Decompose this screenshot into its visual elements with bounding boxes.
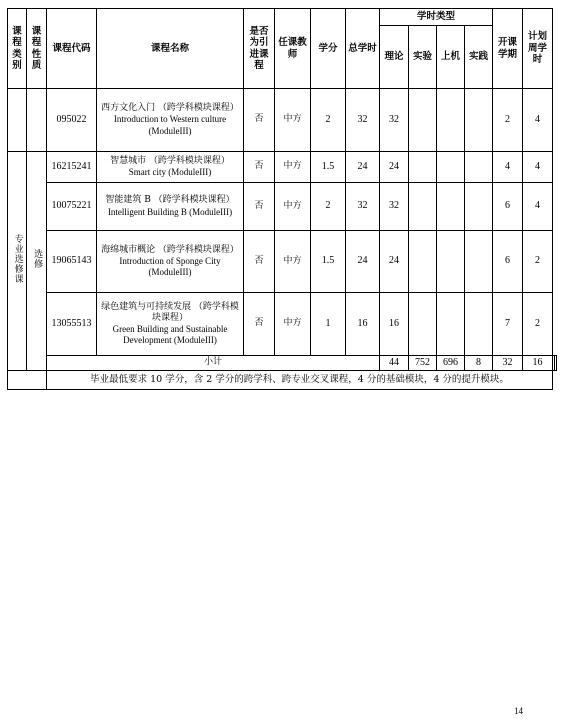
experiment-hours <box>409 183 437 231</box>
theory-hours: 32 <box>380 183 409 231</box>
credits: 1 <box>311 293 346 356</box>
cross-flag: 否 <box>244 231 275 293</box>
theory-hours: 16 <box>380 293 409 356</box>
header-teacher: 任课教师 <box>275 9 311 89</box>
weekly-hours: 2 <box>523 231 553 293</box>
teacher: 中方 <box>275 183 311 231</box>
course-code: 095022 <box>47 89 97 152</box>
practice-hours <box>465 293 493 356</box>
experiment-hours <box>409 231 437 293</box>
computer-hours <box>437 152 465 183</box>
total-hours: 32 <box>346 89 380 152</box>
course-name-en: Green Building and Sustainable Development (ModuleIII) <box>112 324 228 346</box>
course-name-en: Smart city (ModuleIII) <box>128 167 212 177</box>
subtotal-total-hours: 752 <box>409 356 437 371</box>
weekly-hours: 4 <box>523 183 553 231</box>
note-left-empty <box>8 371 47 390</box>
computer-hours <box>437 231 465 293</box>
semester: 4 <box>493 152 523 183</box>
teacher: 中方 <box>275 89 311 152</box>
nature-cell <box>27 152 47 371</box>
weekly-hours: 4 <box>523 152 553 183</box>
table-row <box>8 183 557 231</box>
table-row <box>8 293 557 356</box>
course-name-zh: 西方文化入门 （跨学科模块课程） <box>101 103 239 114</box>
semester: 7 <box>493 293 523 356</box>
subtotal-computer: 32 <box>493 356 523 371</box>
header-semester: 开课学期 <box>493 9 523 89</box>
course-name <box>97 183 244 231</box>
teacher: 中方 <box>275 231 311 293</box>
table-row <box>8 231 557 293</box>
course-name <box>97 152 244 183</box>
credits: 2 <box>311 183 346 231</box>
theory-hours: 24 <box>380 231 409 293</box>
credits: 2 <box>311 89 346 152</box>
subtotal-theory: 696 <box>437 356 465 371</box>
experiment-hours <box>409 293 437 356</box>
practice-hours <box>465 183 493 231</box>
course-name-en: Introduction to Western culture (ModuleIII) <box>113 114 227 136</box>
header-code: 课程代码 <box>47 9 97 89</box>
subtotal-experiment: 8 <box>465 356 493 371</box>
course-code: 16215241 <box>47 152 97 183</box>
cross-flag: 否 <box>244 152 275 183</box>
subtotal-weekly-empty <box>555 356 557 371</box>
course-name <box>97 293 244 356</box>
header-hour-type: 学时类型 <box>380 9 493 26</box>
course-name-zh: 智能建筑 B （跨学科模块课程） <box>105 195 235 206</box>
header-nature: 课程性质 <box>27 9 47 89</box>
header-practice: 实践 <box>465 26 493 89</box>
header-credits: 学分 <box>311 9 346 89</box>
header-name: 课程名称 <box>97 9 244 89</box>
total-hours: 24 <box>346 152 380 183</box>
practice-hours <box>465 231 493 293</box>
weekly-hours: 2 <box>523 293 553 356</box>
semester: 2 <box>493 89 523 152</box>
course-code: 19065143 <box>47 231 97 293</box>
cross-flag: 否 <box>244 293 275 356</box>
note-row <box>8 371 557 390</box>
theory-hours: 24 <box>380 152 409 183</box>
header-category: 课程类别 <box>8 9 27 89</box>
graduation-note: 毕业最低要求 10 学分，含 2 学分的跨学科、跨专业交叉课程，4 分的基础模块，4 分的提升模块。 <box>47 371 553 390</box>
nature-label: 选修 <box>32 248 43 269</box>
semester: 6 <box>493 231 523 293</box>
course-name-zh: 海绵城市概论 （跨学科模块课程） <box>101 244 239 255</box>
practice-hours <box>465 152 493 183</box>
header-cross: 是否为引进课程 <box>244 9 275 89</box>
course-name <box>97 89 244 152</box>
header-weekly: 计划周学时 <box>523 9 553 89</box>
experiment-hours <box>409 152 437 183</box>
practice-hours <box>465 89 493 152</box>
course-name <box>97 231 244 293</box>
cross-flag: 否 <box>244 89 275 152</box>
credits: 1.5 <box>311 231 346 293</box>
header-computer: 上机 <box>437 26 465 89</box>
weekly-hours: 4 <box>523 89 553 152</box>
category-label: 专业选修课 <box>12 233 23 284</box>
theory-hours: 32 <box>380 89 409 152</box>
course-table <box>7 8 557 390</box>
teacher: 中方 <box>275 293 311 356</box>
course-name-zh: 绿色建筑与可持续发展 （跨学科模块课程） <box>101 301 239 323</box>
category-cell-empty <box>8 89 27 152</box>
total-hours: 24 <box>346 231 380 293</box>
nature-cell-empty <box>27 89 47 152</box>
page-number: 14 <box>514 706 523 716</box>
category-cell <box>8 152 27 371</box>
subtotal-credits: 44 <box>380 356 409 371</box>
computer-hours <box>437 293 465 356</box>
course-name-zh: 智慧城市 （跨学科模块课程） <box>110 155 230 166</box>
total-hours: 32 <box>346 183 380 231</box>
course-name-en: Intelligent Building B (ModuleIII) <box>107 206 233 217</box>
experiment-hours <box>409 89 437 152</box>
credits: 1.5 <box>311 152 346 183</box>
header-total-hours: 总学时 <box>346 9 380 89</box>
header-theory: 理论 <box>380 26 409 89</box>
header-experiment: 实验 <box>409 26 437 89</box>
course-code: 13055513 <box>47 293 97 356</box>
computer-hours <box>437 89 465 152</box>
subtotal-label: 小计 <box>47 356 380 371</box>
teacher: 中方 <box>275 152 311 183</box>
subtotal-row <box>8 356 557 371</box>
table-row <box>8 89 557 152</box>
course-name-en: Introduction of Sponge City (ModuleIII) <box>119 255 221 278</box>
table-row <box>8 152 557 183</box>
course-code: 10075221 <box>47 183 97 231</box>
computer-hours <box>437 183 465 231</box>
subtotal-practice: 16 <box>523 356 553 371</box>
cross-flag: 否 <box>244 183 275 231</box>
semester: 6 <box>493 183 523 231</box>
total-hours: 16 <box>346 293 380 356</box>
